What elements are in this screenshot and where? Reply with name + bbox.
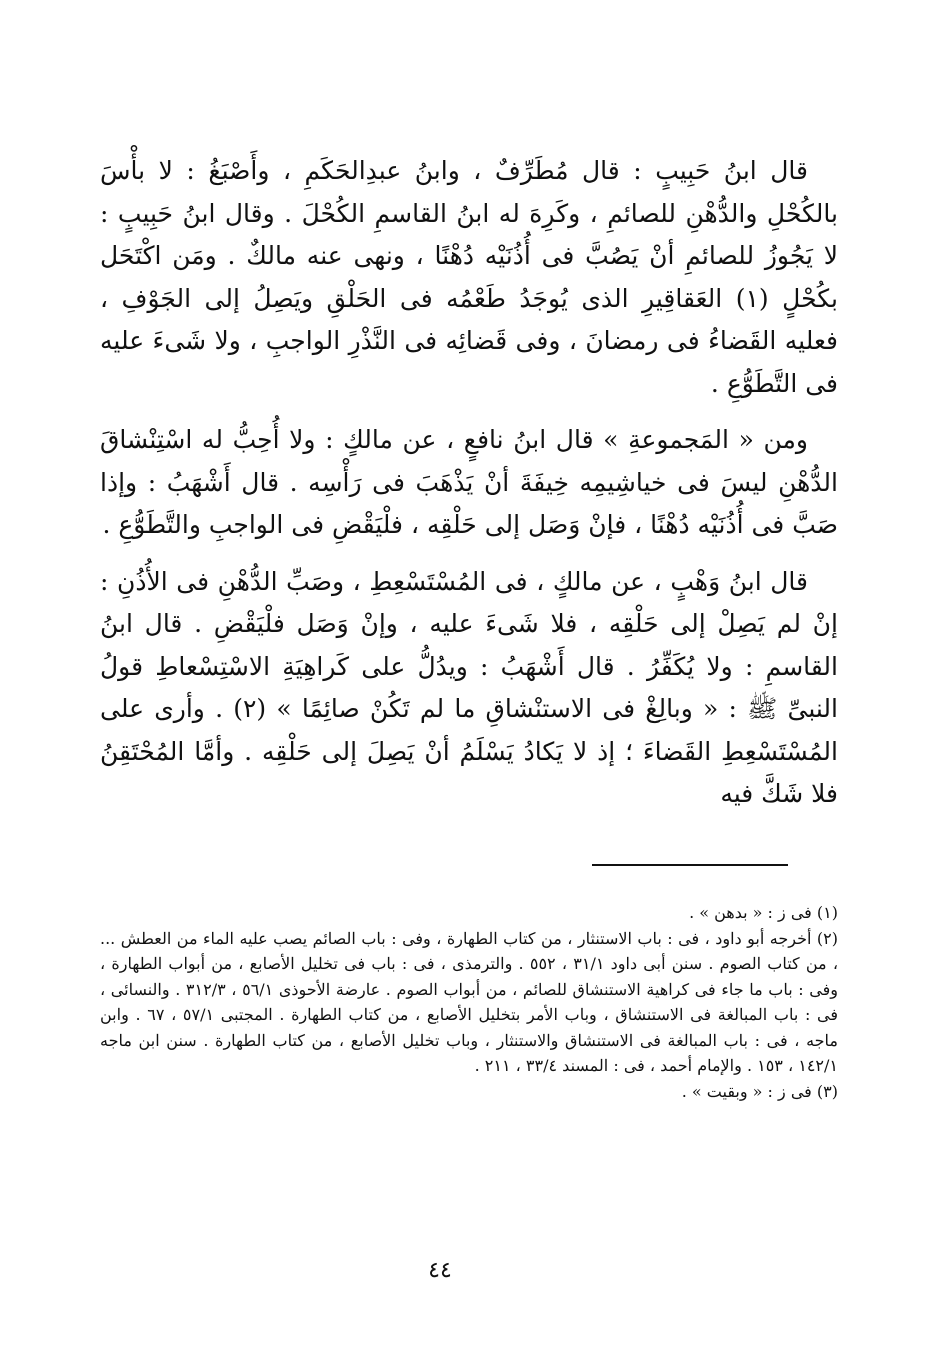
footnote-2: (٢) أخرجه أبو داود ، فى : باب الاستنثار ، من كتاب الطهارة ، وفى : باب الصائم يصب عليه الماء من العطش ... ، من كتاب الصوم . سنن أبى داود ٣١/١ ، ٥٥٢ . والترمذى ، فى : باب فى تخليل الأصابع ، من أبواب الطهارة ، وفى : باب ما جاء فى كراهية الاستنشاق للصائم ، من أبواب الصوم . عارضة الأحوذى ٥٦/١ ، ٣١٢/٣ . والنسائى ، فى : باب المبالغة فى الاستنشاق ، وباب الأمر بتخليل الأصابع ، من كتاب الطهارة . المجتبى ٥٧/١ ، ٦٧ . وابن ماجه ، فى : باب المبالغة فى الاستنشاق والاستنثار ، وباب تخليل الأصابع ، من كتاب الطهارة . سنن ابن ماجه ١٤٢/١ ، ١٥٣ . والإمام أحمد ، فى : المسند ٣٣/٤ ، ٢١١ . bbox=[100, 928, 839, 1075]
paragraph-1: قال ابنُ حَبِيبٍ : قال مُطَرِّفٌ ، وابنُ عبدِالحَكَمِ ، وأَصْبَغُ : لا بأْسَ بالكُحْلِ والدُّهْنِ للصائمِ ، وكَرِهَ له ابنُ القاسمِ الكُحْلَ . وقال ابنُ حَبِيبٍ : لا يَجُوزُ للصائمِ أنْ يَصُبَّ فى أُذُنَيْه دُهْنًا ، ونهى عنه مالكٌ . ومَن اكْتَحَل بكُحْلٍ (١) العَقاقِيرِ الذى يُوجَدُ طَعْمُه فى الحَلْقِ ويَصِلُ إلى الجَوْفِ ، فعليه القَضاءُ فى رمضانَ ، وفى قَضائِه فى النَّذْرِ الواجبِ ، ولا شَىءَ عليه فى التَّطَوُّعِ . bbox=[100, 156, 838, 398]
footnote-divider bbox=[592, 864, 788, 866]
paragraph-3: قال ابنُ وَهْبٍ ، عن مالكٍ ، فى المُسْتَسْعِطِ ، وصَبِّ الدُّهْنِ فى الأُذُنِ : إنْ لم يَصِلْ إلى حَلْقِه ، فلا شَىءَ عليه ، وإنْ وَصَل فلْيَقْضِ . قال ابنُ القاسمِ : ولا يُكَفِّرُ . قال أَشْهَبُ : ويدُلُّ على كَراهِيَةِ الاسْتِسْعاطِ قولُ النبىِّ ﷺ : « وبالِغْ فى الاستنْشاقِ ما لم تَكُنْ صائِمًا » (٢) . وأرى على المُسْتَسْعِطِ القَضاءَ ؛ إذ لا يَكادُ يَسْلَمُ أنْ يَصِلَ إلى حَلْقِه . وأمَّا المُحْتَقِنُ فلا شَكَّ فيه bbox=[100, 566, 838, 808]
paragraph-2: ومن « المَجموعةِ » قال ابنُ نافعٍ ، عن مالكٍ : ولا أُحِبُّ له اسْتِنْشاقَ الدُّهْنِ ليسَ فى خياشِيمِه خِيفَةَ أنْ يَذْهَبَ فى رَأْسِه . قال أَشْهَبُ : وإذا صَبَّ فى أُذُنَيْه دُهْنًا ، فإنْ وَصَل إلى حَلْقِه ، فلْيَقْضِ فى الواجبِ والتَّطَوُّعِ . bbox=[100, 425, 838, 539]
footnotes bbox=[100, 900, 838, 1104]
footnote-3: (٣) فى ز : « وبقيت » . bbox=[681, 1081, 838, 1101]
page-number: ٤٤ bbox=[428, 1258, 452, 1283]
footnote-1: (١) فى ز : « بدهن » . bbox=[689, 903, 838, 922]
main-text bbox=[100, 150, 838, 830]
